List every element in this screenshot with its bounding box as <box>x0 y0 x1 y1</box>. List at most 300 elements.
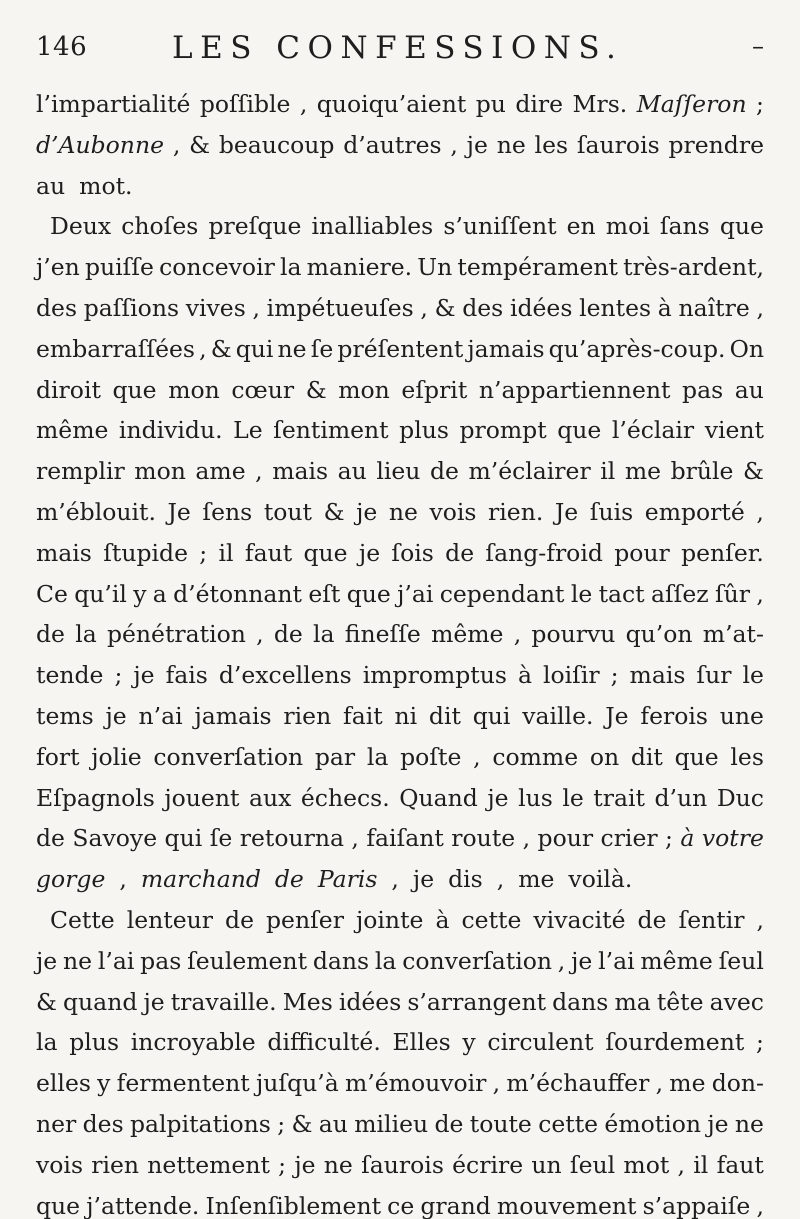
word: que <box>557 416 602 445</box>
word: voilà. <box>568 865 633 894</box>
word: Je <box>167 497 191 526</box>
word: que <box>719 212 764 241</box>
word: concevoir <box>159 253 275 282</box>
text-line <box>36 247 764 288</box>
word: une <box>719 701 764 730</box>
running-title: LES CONFESSIONS. <box>172 30 624 66</box>
word: , <box>756 1191 764 1219</box>
word: & <box>434 293 456 322</box>
word: des <box>462 293 504 322</box>
word: je <box>412 865 435 894</box>
word: On <box>729 334 764 363</box>
word: comme <box>492 742 579 771</box>
word: faut <box>244 538 293 567</box>
word: embarraſſées <box>36 334 195 363</box>
word: que <box>674 742 719 771</box>
word: Eſpagnols <box>36 783 155 812</box>
word: naître <box>678 293 750 322</box>
word: je <box>143 987 165 1016</box>
word: s’uniſſent <box>443 212 557 241</box>
word: le <box>742 661 764 690</box>
word: j’ai <box>397 579 434 608</box>
text-line <box>36 84 764 125</box>
word: quand <box>63 987 138 1016</box>
word: impromptus <box>362 661 507 690</box>
word: que <box>303 538 348 567</box>
word: me <box>518 865 555 894</box>
word: de <box>637 905 667 934</box>
word: pu <box>475 90 506 118</box>
word: un <box>531 1150 562 1179</box>
word: vois <box>36 1150 83 1179</box>
word: la <box>279 253 302 282</box>
word: des <box>82 1109 124 1138</box>
text-line <box>36 1063 764 1104</box>
word: tout <box>263 497 312 526</box>
word: , <box>255 457 263 486</box>
word: ; <box>278 1150 287 1179</box>
word: vaille. <box>522 701 594 730</box>
word: fait <box>343 701 383 730</box>
word: individu. <box>118 416 223 445</box>
word: ferois <box>640 701 708 730</box>
word: émotion <box>604 1109 701 1138</box>
word: mouvement <box>496 1191 637 1219</box>
word: ſentiment <box>273 416 389 445</box>
word: jolie <box>91 742 142 771</box>
word: dans <box>552 987 609 1016</box>
word: jointe <box>355 905 424 934</box>
word: de <box>36 620 65 649</box>
text-line <box>36 1186 764 1219</box>
word: , <box>351 824 359 853</box>
word: , <box>473 742 481 771</box>
word: lenteur <box>126 905 213 934</box>
word: y <box>97 1069 111 1098</box>
word: ; <box>756 1028 764 1057</box>
word: dire <box>515 90 564 118</box>
word: qu’on <box>625 620 693 649</box>
word: votre <box>701 824 764 853</box>
word: de <box>273 620 303 649</box>
word: retourna <box>239 824 344 853</box>
word: penſer <box>266 905 344 934</box>
word: Maſſeron <box>636 90 747 118</box>
word: milieu <box>354 1109 429 1138</box>
word: la <box>75 620 97 649</box>
text-line <box>36 696 764 737</box>
word: l’éclair <box>611 416 695 445</box>
word: puiſſe <box>84 253 154 282</box>
word: rien. <box>488 497 544 526</box>
word: de <box>445 538 475 567</box>
word: juſqu’à <box>256 1069 339 1098</box>
word: , <box>252 293 260 322</box>
text-line <box>36 818 764 859</box>
word: mon <box>134 457 186 486</box>
word: idées <box>338 987 402 1016</box>
word: grand <box>420 1191 491 1219</box>
word: ſeul <box>718 946 764 975</box>
word: vivacité <box>533 905 626 934</box>
word: emporté <box>644 497 745 526</box>
text-line <box>36 125 764 166</box>
word: & <box>291 1109 313 1138</box>
word: à <box>680 824 695 853</box>
word: beaucoup <box>218 130 335 159</box>
word: à <box>517 661 532 690</box>
word: pas <box>140 946 182 975</box>
word: Mes <box>282 987 333 1016</box>
word: preſque <box>208 212 302 241</box>
word: d’Aubonne <box>36 130 164 159</box>
word: aux <box>248 783 292 812</box>
word: au <box>734 375 764 404</box>
word: jamais <box>467 334 545 363</box>
text-line <box>36 574 764 615</box>
word: pour <box>537 824 594 853</box>
word: prendre <box>668 130 764 159</box>
word: que <box>112 375 157 404</box>
page-number: 146 <box>36 32 88 62</box>
page-header <box>36 30 764 70</box>
word: j’en <box>36 253 80 282</box>
text-line <box>36 941 764 982</box>
word: ſeulement <box>187 946 308 975</box>
word: ſans <box>659 212 710 241</box>
word: , <box>677 1150 686 1179</box>
word: mais <box>629 661 686 690</box>
text-line <box>36 1022 764 1063</box>
word: vives <box>185 293 246 322</box>
word: converſation <box>402 946 552 975</box>
text-line <box>36 778 764 819</box>
word: tact <box>598 579 645 608</box>
word: la <box>366 742 389 771</box>
word: diroit <box>36 375 101 404</box>
word: d’excellens <box>218 661 352 690</box>
word: aſſez <box>650 579 709 608</box>
word: , <box>172 130 181 159</box>
word: cependant <box>439 579 565 608</box>
word: Deux <box>50 212 112 241</box>
word: fineſſe <box>344 620 421 649</box>
word: ſaurois <box>361 1150 444 1179</box>
word: , <box>522 824 531 853</box>
word: nettement <box>147 1150 270 1179</box>
word: paſſions <box>83 293 180 322</box>
word: très-ardent, <box>623 253 764 282</box>
text-line <box>36 859 764 900</box>
word: ſens <box>202 497 253 526</box>
word: je <box>294 1150 316 1179</box>
word: penſer. <box>681 538 764 567</box>
word: choſes <box>121 212 199 241</box>
word: lieu <box>376 457 421 486</box>
word: faut <box>716 1150 764 1179</box>
text-line <box>36 166 764 207</box>
word: ſang-froid <box>485 538 603 567</box>
word: travaille. <box>170 987 277 1016</box>
word: qu’il <box>74 579 127 608</box>
word: m’échauffer <box>506 1069 650 1098</box>
word: Cette <box>50 905 115 934</box>
word: ſourdement <box>605 1028 745 1057</box>
word: y <box>462 1028 476 1057</box>
text-line <box>36 533 764 574</box>
word: qui <box>235 334 274 363</box>
word: ne <box>323 1150 353 1179</box>
word: je <box>356 497 378 526</box>
word: il <box>693 1150 709 1179</box>
word: Paris <box>317 865 378 894</box>
text-line <box>36 329 764 370</box>
word: Mrs. <box>572 90 628 118</box>
word: dit <box>428 701 461 730</box>
word: ne <box>63 946 93 975</box>
word: loiſir <box>542 661 600 690</box>
text-line <box>36 900 764 941</box>
header-dash-mark: – <box>752 32 764 60</box>
word: inalliables <box>311 212 434 241</box>
word: ſe <box>310 334 334 363</box>
word: n’ai <box>138 701 183 730</box>
word: ne <box>277 334 307 363</box>
word: crier <box>600 824 658 853</box>
word: ne <box>496 130 526 159</box>
word: qui <box>472 701 511 730</box>
word: brûle <box>670 457 734 486</box>
word: impétueuſes <box>266 293 414 322</box>
word: ni <box>394 701 418 730</box>
word: de <box>429 457 459 486</box>
word: ; <box>756 90 764 118</box>
word: vois <box>429 497 477 526</box>
text-line <box>36 982 764 1023</box>
word: toute <box>469 1109 532 1138</box>
word: les <box>730 742 764 771</box>
word: converſation <box>153 742 304 771</box>
text-line <box>36 1145 764 1186</box>
word: m’at- <box>702 620 764 649</box>
word: Ce <box>36 579 68 608</box>
word: ſentir <box>678 905 745 934</box>
word: Je <box>554 497 579 526</box>
word: n’appartiennent <box>478 375 671 404</box>
word: Elles <box>392 1028 451 1057</box>
word: , <box>655 1069 664 1098</box>
word: au <box>318 1109 348 1138</box>
word: d’autres <box>343 130 442 159</box>
word: la <box>313 620 335 649</box>
word: il <box>218 538 234 567</box>
text-line <box>36 737 764 778</box>
word: ſe <box>209 824 233 853</box>
word: à <box>657 293 672 322</box>
word: route <box>451 824 516 853</box>
word: ne <box>388 497 418 526</box>
word: cette <box>461 905 522 934</box>
word: Savoye <box>72 824 158 853</box>
word: que <box>346 579 391 608</box>
word: l’impartialité <box>36 90 191 118</box>
word: a <box>152 579 167 608</box>
word: eſprit <box>401 375 468 404</box>
word: on <box>589 742 620 771</box>
word: s’appaiſe <box>642 1191 751 1219</box>
word: même <box>431 620 504 649</box>
word: tende <box>36 661 104 690</box>
word: écrire <box>452 1150 524 1179</box>
word: elles <box>36 1069 91 1098</box>
word: tempérament <box>457 253 618 282</box>
word: quoiqu’aient <box>316 90 467 118</box>
word: mot. <box>79 171 133 200</box>
word: ce <box>387 1191 415 1219</box>
word: Inſenſiblement <box>205 1191 382 1219</box>
word: marchand <box>140 865 261 894</box>
text-line <box>36 288 764 329</box>
word: & <box>323 497 345 526</box>
word: incroyable <box>130 1028 256 1057</box>
word: me <box>624 457 662 486</box>
word: mon <box>338 375 390 404</box>
word: ner <box>36 1109 77 1138</box>
word: pourvu <box>531 620 616 649</box>
word: de <box>225 905 254 934</box>
word: , <box>756 293 764 322</box>
word: fort <box>36 742 80 771</box>
word: pour <box>614 538 670 567</box>
word: & <box>210 334 232 363</box>
word: Duc <box>716 783 764 812</box>
word: le <box>570 579 593 608</box>
word: , <box>557 946 566 975</box>
word: rien <box>91 1150 140 1179</box>
word: échecs. <box>300 783 390 812</box>
word: palpitations <box>129 1109 271 1138</box>
word: circulent <box>487 1028 594 1057</box>
word: les <box>534 130 569 159</box>
word: je <box>707 1109 729 1138</box>
word: qu’après-coup. <box>548 334 726 363</box>
word: poſſible <box>199 90 291 118</box>
word: prompt <box>459 416 547 445</box>
word: dis <box>448 865 483 894</box>
word: & <box>742 457 764 486</box>
word: difficulté. <box>267 1028 381 1057</box>
word: qui <box>164 824 203 853</box>
word: , <box>299 90 308 118</box>
word: ſeul <box>569 1150 616 1179</box>
word: ſûr <box>714 579 751 608</box>
word: d’étonnant <box>173 579 302 608</box>
word: ; <box>665 824 673 853</box>
word: jouent <box>164 783 240 812</box>
word: tête <box>656 987 704 1016</box>
word: plus <box>399 416 449 445</box>
word: je <box>36 946 58 975</box>
word: tems <box>36 701 94 730</box>
word: d’un <box>654 783 708 812</box>
word: , <box>256 620 264 649</box>
word: fais <box>165 661 208 690</box>
word: remplir <box>36 457 125 486</box>
word: à <box>435 905 450 934</box>
word: , <box>199 334 207 363</box>
word: pénétration <box>106 620 246 649</box>
word: s’arrangent <box>407 987 547 1016</box>
word: ; <box>114 661 123 690</box>
word: avec <box>709 987 764 1016</box>
word: je <box>358 538 381 567</box>
word: lus <box>518 783 553 812</box>
word: des <box>36 293 78 322</box>
word: la <box>36 1028 58 1057</box>
text-line <box>36 410 764 451</box>
word: pas <box>682 375 724 404</box>
word: , <box>492 1069 501 1098</box>
word: , <box>119 865 127 894</box>
word: je <box>487 783 509 812</box>
word: , <box>513 620 522 649</box>
word: fermentent <box>116 1069 250 1098</box>
word: moi <box>605 212 650 241</box>
word: cette <box>538 1109 599 1138</box>
word: ma <box>614 987 651 1016</box>
word: rien <box>283 701 332 730</box>
word: Quand <box>399 783 478 812</box>
word: ame <box>195 457 246 486</box>
word: , <box>756 497 764 526</box>
word: y <box>133 579 147 608</box>
word: poſte <box>400 742 462 771</box>
word: don- <box>711 1069 764 1098</box>
word: mais <box>272 457 329 486</box>
word: par <box>314 742 356 771</box>
word: j’attende. <box>86 1191 200 1219</box>
text-line <box>36 451 764 492</box>
word: m’éclairer <box>468 457 591 486</box>
word: de <box>274 865 304 894</box>
word: je <box>466 130 488 159</box>
word: maniere. <box>306 253 413 282</box>
word: & <box>305 375 327 404</box>
word: dit <box>630 742 663 771</box>
word: cœur <box>231 375 295 404</box>
word: je <box>571 946 593 975</box>
word: Je <box>605 701 629 730</box>
word: & <box>189 130 211 159</box>
word: je <box>133 661 155 690</box>
word: je <box>105 701 127 730</box>
word: que <box>36 1191 81 1219</box>
text-line <box>36 206 764 247</box>
word: ſois <box>391 538 434 567</box>
word: l’ai <box>97 946 135 975</box>
word: gorge <box>36 865 106 894</box>
word: ſtupide <box>103 538 188 567</box>
word: ſur <box>696 661 732 690</box>
word: ſaurois <box>576 130 660 159</box>
word: lentes <box>579 293 652 322</box>
text-line <box>36 1104 764 1145</box>
word: ; <box>199 538 208 567</box>
word: l’ai <box>598 946 635 975</box>
word: il <box>600 457 616 486</box>
word: m’éblouit. <box>36 497 156 526</box>
word: plus <box>69 1028 120 1057</box>
